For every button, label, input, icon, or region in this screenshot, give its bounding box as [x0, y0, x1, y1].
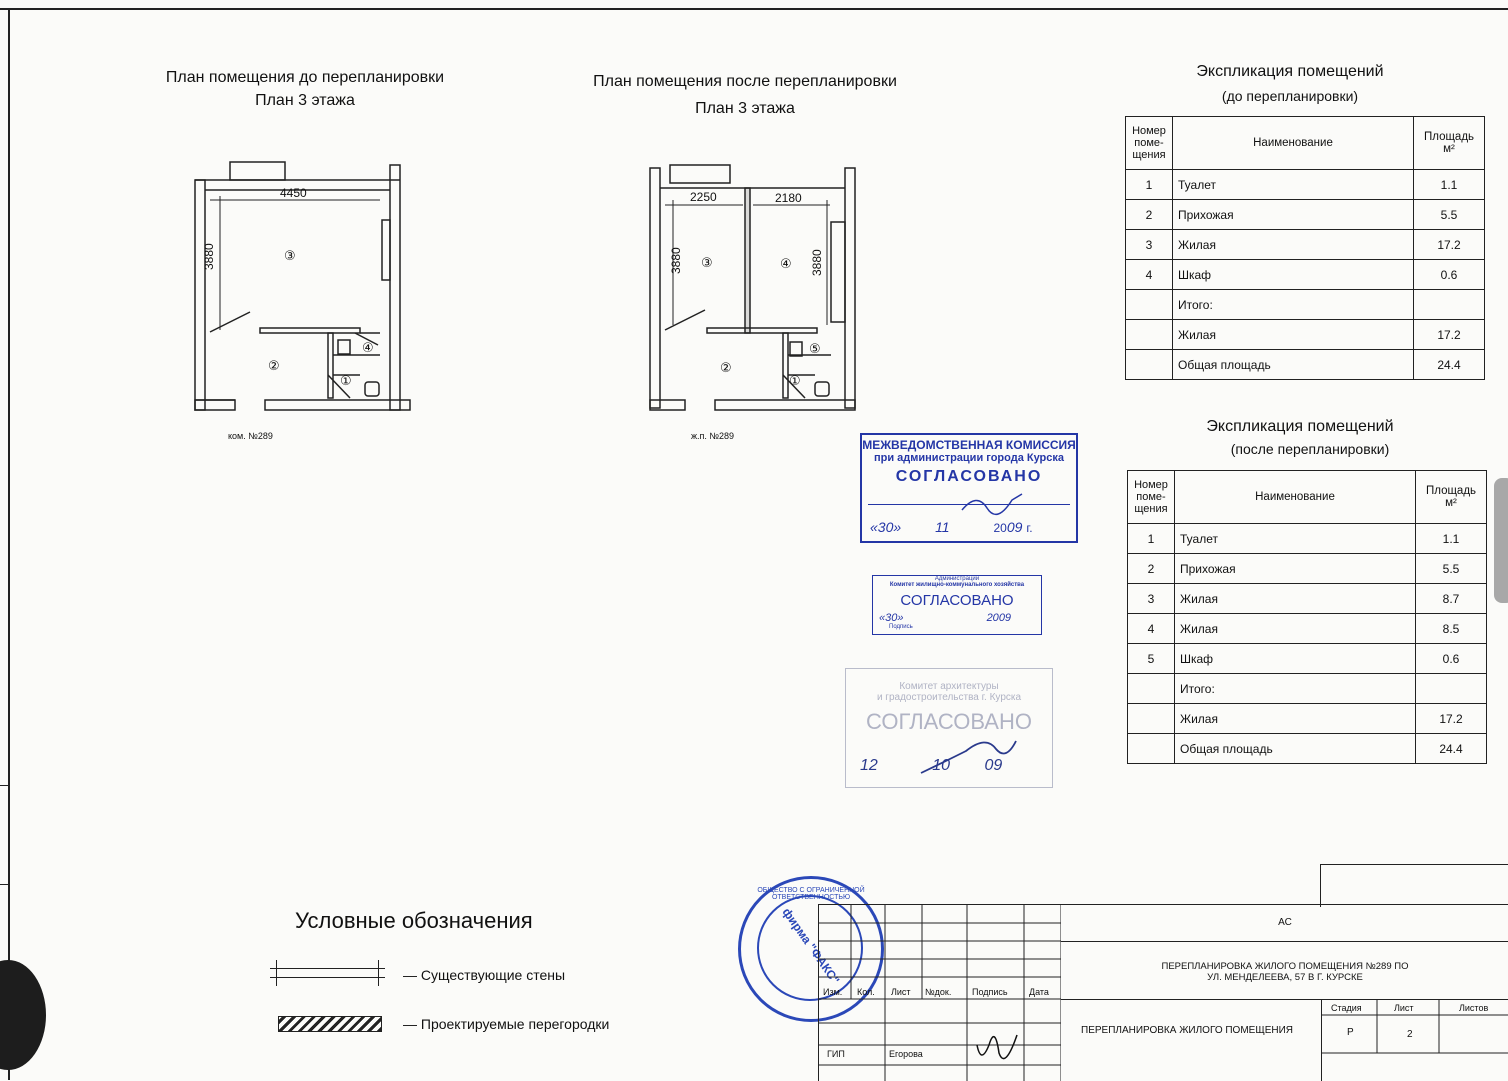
- plan-after-height-right-dim: 3880: [810, 249, 824, 276]
- cell-name: Итого:: [1173, 290, 1414, 320]
- cell-name: Жилая: [1175, 704, 1416, 734]
- cell-num: [1126, 350, 1173, 380]
- date-year: 09: [984, 757, 1003, 774]
- plan-before-height-dim: 3880: [202, 243, 216, 270]
- table-row: [1128, 644, 1487, 674]
- role-label: ГИП: [827, 1049, 845, 1059]
- plan-before-title: План помещения до перепланировки: [165, 69, 445, 86]
- col-label: Изм.: [823, 987, 843, 997]
- cell-num: 1: [1128, 524, 1175, 554]
- cell-name: Итого:: [1175, 674, 1416, 704]
- approval-stamp-architecture: [845, 668, 1053, 788]
- cell-area: 8.5: [1416, 614, 1487, 644]
- table-before-subtitle: (до перепланировки): [1221, 88, 1359, 104]
- cell-area: 1.1: [1416, 524, 1487, 554]
- sheet-name-cell: [1061, 999, 1322, 1081]
- stage-value: Р: [1347, 1027, 1354, 1038]
- room-label: ①: [340, 373, 352, 388]
- plan-before-subtitle: План 3 этажа: [255, 92, 355, 109]
- cell-area: 17.2: [1414, 320, 1485, 350]
- cell-name: Общая площадь: [1175, 734, 1416, 764]
- table-row: [1128, 614, 1487, 644]
- legend-planned-partitions: — Проектируемые перегородки: [403, 1016, 610, 1032]
- date-year-prefix: 20: [986, 612, 999, 624]
- room-label: ④: [780, 256, 792, 271]
- scan-shadow: [0, 960, 46, 1070]
- col-label: Подпись: [972, 987, 1008, 997]
- room-label: ③: [284, 248, 296, 263]
- cell-area: 17.2: [1414, 230, 1485, 260]
- head-name: Наименование: [1175, 471, 1416, 524]
- room-label: ③: [701, 255, 713, 270]
- cell-area: 17.2: [1416, 704, 1487, 734]
- col-label: Лист: [891, 987, 911, 997]
- plan-before-drawing: [190, 160, 420, 420]
- stage-label: Стадия: [1331, 1003, 1362, 1013]
- plan-after-subtitle: План 3 этажа: [695, 100, 795, 117]
- table-row: [1128, 734, 1487, 764]
- stamp-line-3: СОГЛАСОВАНО: [866, 709, 1032, 734]
- cell-num: 4: [1128, 614, 1175, 644]
- legend-title: Условные обозначения: [295, 908, 533, 933]
- cell-area: 5.5: [1414, 200, 1485, 230]
- cell-num: 4: [1126, 260, 1173, 290]
- cell-name: Туалет: [1173, 170, 1414, 200]
- cell-name: Шкаф: [1173, 260, 1414, 290]
- sheet-name: ПЕРЕПЛАНИРОВКА ЖИЛОГО ПОМЕЩЕНИЯ: [1081, 1025, 1294, 1036]
- room-label: ⑤: [809, 341, 821, 356]
- cell-name: Жилая: [1173, 320, 1414, 350]
- cell-area: 5.5: [1416, 554, 1487, 584]
- room-label: ④: [362, 340, 374, 355]
- edge-tick: [0, 884, 10, 885]
- project-code: АС: [1278, 917, 1292, 928]
- cell-area: 24.4: [1414, 350, 1485, 380]
- cell-name: Жилая: [1175, 584, 1416, 614]
- stamp-line-3: СОГЛАСОВАНО: [895, 468, 1043, 485]
- stamp-line-2: и градостроительства г. Курска: [876, 692, 1022, 703]
- cell-area: 1.1: [1414, 170, 1485, 200]
- cell-area: 24.4: [1416, 734, 1487, 764]
- date-day: 12: [860, 757, 878, 774]
- plan-before-title-block: [120, 66, 490, 112]
- table-row: [1126, 230, 1485, 260]
- table-row: [1128, 554, 1487, 584]
- sheet-frame-left: [8, 8, 10, 1080]
- plan-after-title-block: [560, 68, 930, 122]
- col-label: Дата: [1029, 987, 1049, 997]
- cell-num: 2: [1128, 554, 1175, 584]
- date-month: 10: [932, 757, 951, 774]
- sheet-label: Лист: [1394, 1003, 1414, 1013]
- title-block-corner: [1320, 864, 1508, 907]
- cell-area: [1416, 674, 1487, 704]
- explication-table-before: [1125, 116, 1485, 380]
- edge-tick: [0, 785, 10, 786]
- plan-after-title: План помещения после перепланировки: [593, 73, 897, 90]
- project-cell: [1061, 941, 1508, 1000]
- table-row: [1126, 290, 1485, 320]
- date-year-prefix: 20: [993, 521, 1007, 535]
- plan-after-width-right-dim: 2180: [775, 191, 802, 205]
- cell-num: 5: [1128, 644, 1175, 674]
- head-area: Площадь м²: [1416, 471, 1487, 524]
- cell-num: 2: [1126, 200, 1173, 230]
- signature: [957, 490, 1027, 518]
- table-before-title: Экспликация помещений: [1196, 63, 1384, 80]
- legend-existing-walls: — Существующие стены: [403, 967, 566, 983]
- scan-tab: [1494, 478, 1508, 603]
- code-cell: [1061, 905, 1508, 942]
- date-day: 30: [885, 612, 898, 624]
- date-year: 09: [1006, 519, 1023, 535]
- stamp-date: «30» 2009: [879, 612, 1012, 624]
- table-after-title: Экспликация помещений: [1206, 418, 1394, 435]
- date-year: 09: [998, 612, 1012, 624]
- room-label: ①: [789, 373, 801, 388]
- cell-name: Общая площадь: [1173, 350, 1414, 380]
- cell-num: 3: [1128, 584, 1175, 614]
- approval-stamp-commission: [860, 433, 1078, 543]
- stamp-line-3: СОГЛАСОВАНО: [900, 592, 1014, 609]
- approval-stamp-housing: [872, 575, 1042, 635]
- table-row: [1126, 200, 1485, 230]
- table-row: [1126, 320, 1485, 350]
- table-row: [1128, 524, 1487, 554]
- title-block: [818, 904, 1508, 1081]
- signature: [916, 731, 1026, 781]
- table-row: [1128, 674, 1487, 704]
- head-area: Площадь м²: [1414, 117, 1485, 170]
- head-num: Номер поме- щения: [1126, 117, 1173, 170]
- head-num: Номер поме- щения: [1128, 471, 1175, 524]
- table-header-row: [1128, 471, 1487, 524]
- head-name: Наименование: [1173, 117, 1414, 170]
- project-line-1: ПЕРЕПЛАНИРОВКА ЖИЛОГО ПОМЕЩЕНИЯ №289 ПО: [1161, 961, 1409, 972]
- cell-name: Жилая: [1173, 230, 1414, 260]
- cell-num: [1128, 734, 1175, 764]
- cell-num: 1: [1126, 170, 1173, 200]
- plan-after-caption: ж.п. №289: [691, 431, 735, 441]
- cell-name: Прихожая: [1173, 200, 1414, 230]
- cell-name: Прихожая: [1175, 554, 1416, 584]
- cell-area: 0.6: [1414, 260, 1485, 290]
- stamp-date: «30» 11 2009 г.: [870, 519, 1033, 535]
- table-row: [1126, 260, 1485, 290]
- legend-existing-wall-symbol: [270, 958, 390, 988]
- sheet-frame-top: [0, 8, 1508, 10]
- signature: [969, 1015, 1029, 1075]
- table-header-row: [1126, 117, 1485, 170]
- stamp-ring-text: ОБЩЕСТВО С ОГРАНИЧЕННОЙ ОТВЕТСТВЕННОСТЬЮ: [757, 887, 865, 901]
- stamp-line-1: МЕЖВЕДОМСТВЕННАЯ КОМИССИЯ: [862, 438, 1076, 452]
- col-label: №док.: [925, 987, 952, 997]
- explication-table-after: [1127, 470, 1487, 764]
- date-suffix: г.: [1026, 521, 1033, 535]
- table-row: [1126, 170, 1485, 200]
- cell-name: Жилая: [1175, 614, 1416, 644]
- stamp-line-1: Администрации: [934, 576, 980, 582]
- person-name: Егорова: [889, 1049, 923, 1059]
- room-label: ②: [720, 360, 732, 375]
- table-row: [1128, 704, 1487, 734]
- project-line-2: УЛ. МЕНДЕЛЕЕВА, 57 В Г. КУРСКЕ: [1207, 972, 1363, 983]
- date-day: 30: [877, 519, 894, 535]
- plan-after-height-left-dim: 3880: [669, 247, 683, 274]
- stamp-line-1: Комитет архитектуры: [899, 681, 999, 692]
- col-label: Кол.: [857, 987, 875, 997]
- stamp-center-text: фирма "ФАКС": [779, 905, 843, 987]
- cell-area: [1414, 290, 1485, 320]
- room-label: ②: [268, 358, 280, 373]
- sheet-value: 2: [1407, 1029, 1413, 1040]
- table-row: [1126, 350, 1485, 380]
- cell-num: [1126, 290, 1173, 320]
- table-row: [1128, 584, 1487, 614]
- cell-num: [1126, 320, 1173, 350]
- cell-area: 0.6: [1416, 644, 1487, 674]
- sign-label: Подпись: [889, 624, 913, 630]
- cell-num: [1128, 674, 1175, 704]
- cell-num: [1128, 704, 1175, 734]
- sheets-label: Листов: [1459, 1003, 1489, 1013]
- date-month: 11: [935, 519, 950, 535]
- cell-area: 8.7: [1416, 584, 1487, 614]
- cell-num: 3: [1126, 230, 1173, 260]
- plan-after-drawing: [645, 160, 865, 420]
- legend-partition-symbol: [272, 1010, 386, 1038]
- plan-before-width-dim: 4450: [280, 186, 307, 200]
- plan-after-width-left-dim: 2250: [690, 190, 717, 204]
- cell-name: Туалет: [1175, 524, 1416, 554]
- cell-name: Шкаф: [1175, 644, 1416, 674]
- stamp-line-2: при администрации города Курска: [873, 452, 1065, 464]
- stamp-line-2: Комитет жилищно-коммунального хозяйства: [889, 582, 1025, 588]
- plan-before-caption: ком. №289: [228, 431, 273, 441]
- table-after-subtitle: (после перепланировки): [1230, 441, 1390, 457]
